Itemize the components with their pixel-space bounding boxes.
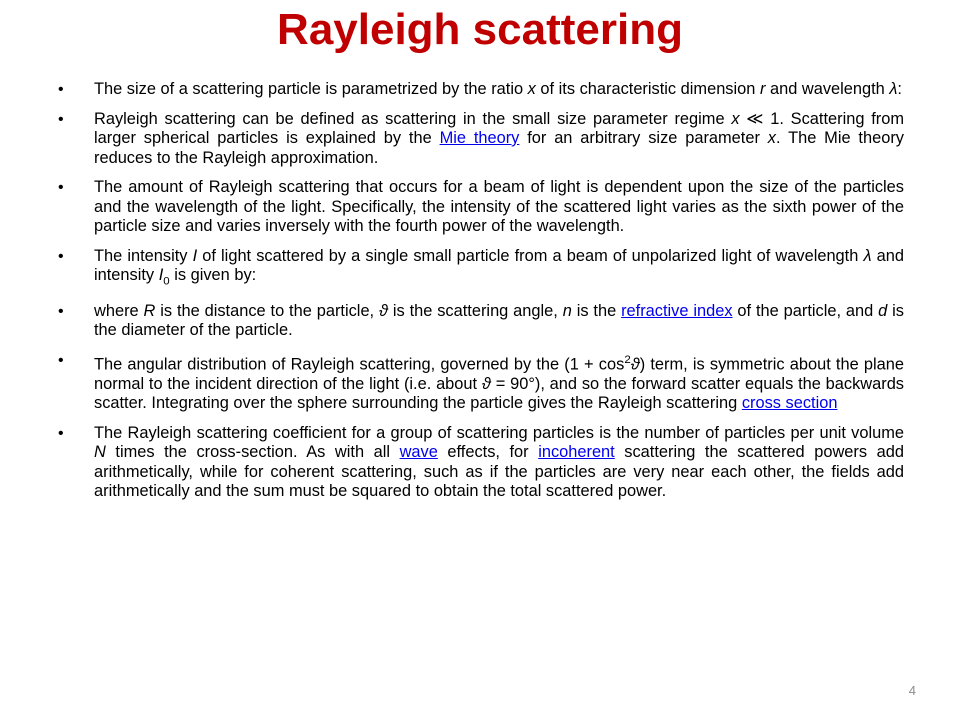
bullet-text: ) term, is symmetric about the plane normal to the incident direction of the light (i.e. about (94, 355, 904, 393)
bullet-text: is the distance to the particle, (155, 301, 379, 320)
bullet-text: The Rayleigh scattering coefficient for a group of scattering particles is the number of particles per unit volume (94, 423, 904, 442)
bullet-marker: • (58, 81, 64, 98)
math-variable: x (527, 80, 536, 98)
bullet-text: times the cross-section. As with all (105, 443, 400, 462)
bullet-item (58, 80, 904, 100)
bullet-item (58, 178, 904, 237)
bullet-item (58, 351, 904, 414)
bullet-list (58, 80, 904, 512)
math-variable: x (731, 109, 740, 128)
math-variable: d (878, 301, 888, 320)
bullet-text: of light scattered by a single small particle from a beam of unpolarized light of wavelength (197, 246, 864, 265)
math-variable: R (143, 301, 156, 320)
bullet-text: and intensity (94, 246, 905, 284)
math-variable: ϑ (630, 355, 640, 374)
math-variable: I (158, 266, 164, 284)
bullet-text: of the particle, and (732, 301, 879, 320)
math-variable: r (759, 80, 766, 98)
hyperlink[interactable]: cross section (741, 394, 838, 413)
bullet-text: The amount of Rayleigh scattering that occurs for a beam of light is dependent upon the size of the particles and the wavelength of the light. Specifically, the intensity of the scattered light varies as the sixth power of the particle size and varies inversely with the fourth power of the wavelength. (94, 178, 904, 235)
math-variable: n (562, 301, 572, 320)
bullet-text: for an arbitrary size parameter (519, 129, 768, 147)
hyperlink[interactable]: incoherent (538, 443, 615, 462)
bullet-marker: • (58, 179, 64, 196)
hyperlink[interactable]: Mie theory (439, 129, 520, 147)
bullet-text: = 90°), and so the forward scatter equals the backwards scatter. Integrating over the sphere surrounding the particle gives the Rayleigh scattering (94, 374, 905, 413)
bullet-text: Rayleigh scattering can be defined as scattering in the small size parameter regime (94, 109, 732, 128)
bullet-text: scattering the scattered powers add arithmetically, while for coherent scattering, such as if the particles are very near each other, the fields add arithmetically and the sum must be squared to obtain the total scattered power. (94, 443, 904, 501)
math-variable: N (94, 443, 106, 462)
bullet-text: ≪ 1. Scattering from larger spherical particles is explained by the (94, 109, 904, 147)
page-number: 4 (908, 683, 916, 698)
bullet-text: : (897, 80, 902, 98)
bullet-text: effects, for (437, 443, 539, 462)
math-variable: x (767, 129, 776, 147)
bullet-marker: • (58, 247, 64, 265)
bullet-marker: • (58, 110, 64, 128)
bullet-text: is the (571, 301, 622, 320)
bullet-marker: • (58, 424, 64, 442)
bullet-marker: • (58, 302, 64, 320)
bullet-text: is the scattering angle, (388, 301, 563, 320)
hyperlink[interactable]: refractive index (621, 301, 733, 320)
math-variable: λ (863, 246, 872, 265)
bullet-text: The intensity (94, 246, 193, 265)
bullet-item (58, 110, 904, 169)
math-variable: ϑ (481, 374, 491, 393)
subscript-text: 0 (163, 275, 170, 288)
slide-title: Rayleigh scattering (277, 5, 683, 54)
bullet-text: where (94, 301, 144, 320)
bullet-text: is given by: (169, 266, 257, 284)
superscript-text: 2 (624, 353, 631, 366)
bullet-item (58, 247, 904, 292)
bullet-text: The size of a scattering particle is parametrized by the ratio (94, 80, 528, 98)
bullet-text: The angular distribution of Rayleigh scattering, governed by the (1 + cos (94, 355, 625, 374)
bullet-item (58, 424, 904, 502)
bullet-text: and wavelength (765, 80, 890, 98)
math-variable: λ (889, 80, 898, 98)
hyperlink[interactable]: wave (399, 443, 438, 462)
bullet-text: is the diameter of the particle. (94, 301, 904, 340)
bullet-text: of its characteristic dimension (535, 80, 760, 98)
math-variable: ϑ (378, 301, 388, 320)
math-variable: I (192, 246, 198, 265)
bullet-text: . The Mie theory reduces to the Rayleigh approximation. (94, 129, 904, 167)
bullet-marker: • (58, 351, 64, 369)
bullet-item (58, 302, 904, 341)
